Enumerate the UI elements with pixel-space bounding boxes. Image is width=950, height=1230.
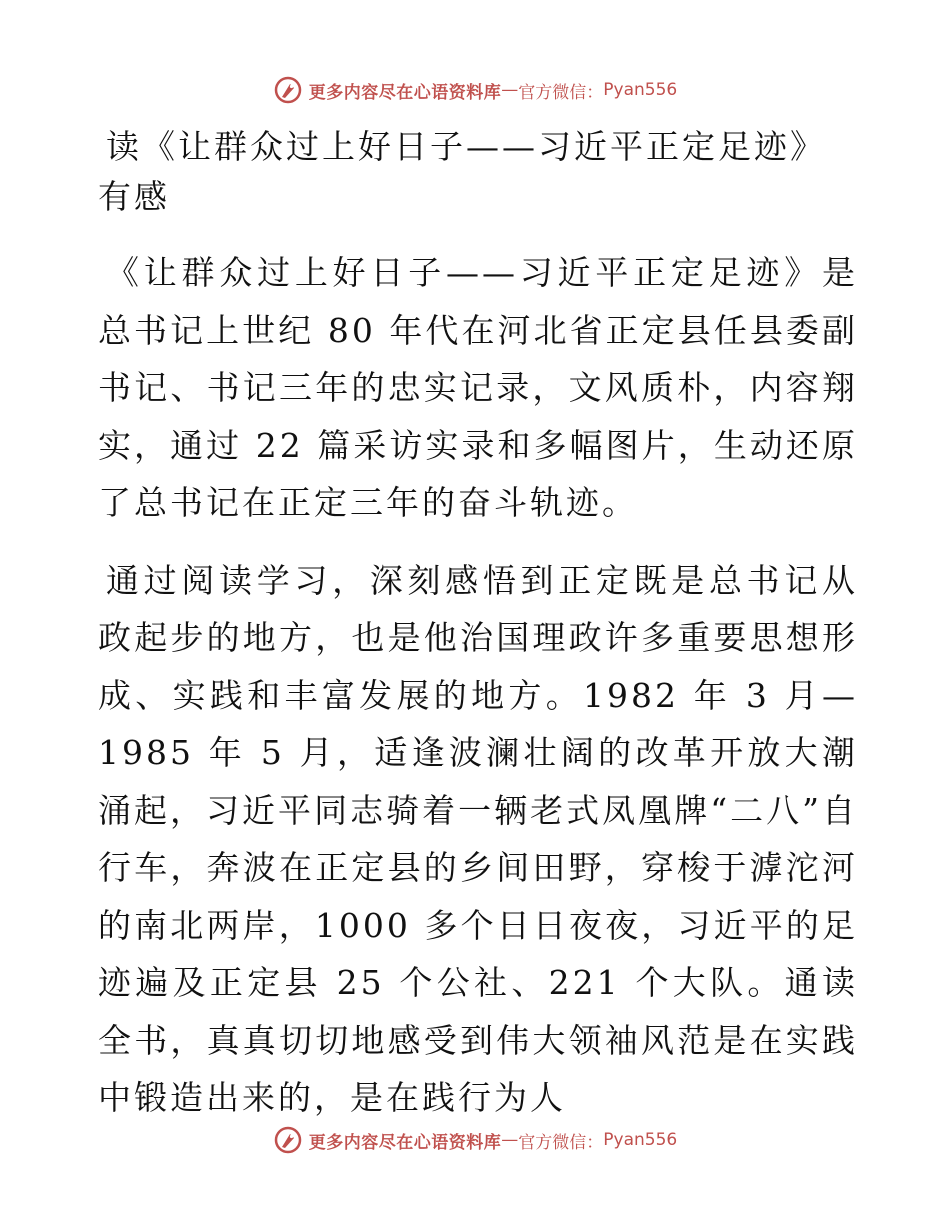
document-body bbox=[98, 122, 858, 1147]
document-title: 读《让群众过上好日子——习近平正定足迹》有感 bbox=[98, 127, 826, 216]
watermark-separator: — bbox=[501, 1130, 519, 1150]
watermark-wechat-label: 官方微信： bbox=[518, 1132, 604, 1153]
pen-nib-logo-icon bbox=[273, 1125, 303, 1155]
watermark-brand-text: 更多内容尽在心语资料库 bbox=[308, 1132, 502, 1153]
watermark-wechat-id: Pyan556 bbox=[603, 1130, 678, 1150]
watermark-wechat-id: Pyan556 bbox=[603, 80, 678, 100]
watermark-brand-text: 更多内容尽在心语资料库 bbox=[308, 82, 502, 103]
footer-watermark-banner bbox=[0, 1120, 950, 1160]
pen-nib-logo-icon bbox=[273, 75, 303, 105]
header-watermark-banner bbox=[0, 70, 950, 110]
watermark-wechat-label: 官方微信： bbox=[518, 82, 604, 103]
watermark-separator: — bbox=[501, 80, 519, 100]
paragraph-1: 《让群众过上好日子——习近平正定足迹》是总书记上世纪 80 年代在河北省正定县任县委副书记、书记三年的忠实记录，文风质朴，内容翔实，通过 22 篇采访实录和多幅图片，生动还原了总书记在正定三年的奋斗轨迹。 bbox=[98, 253, 858, 522]
paragraph-2: 通过阅读学习，深刻感悟到正定既是总书记从政起步的地方，也是他治国理政许多重要思想形成、实践和丰富发展的地方。1982 年 3 月—1985 年 5 月，适逢波澜壮阔的改革开放大潮涌起，习近平同志骑着一辆老式凤凰牌“二八”自行车，奔波在正定县的乡间田野，穿梭于滹沱河的南北两岸，1000 多个日日夜夜，习近平的足迹遍及正定县 25 个公社、221 个大队。通读全书，真真切切地感受到伟大领袖风范是在实践中锻造出来的，是在践行为人 bbox=[98, 560, 858, 1117]
